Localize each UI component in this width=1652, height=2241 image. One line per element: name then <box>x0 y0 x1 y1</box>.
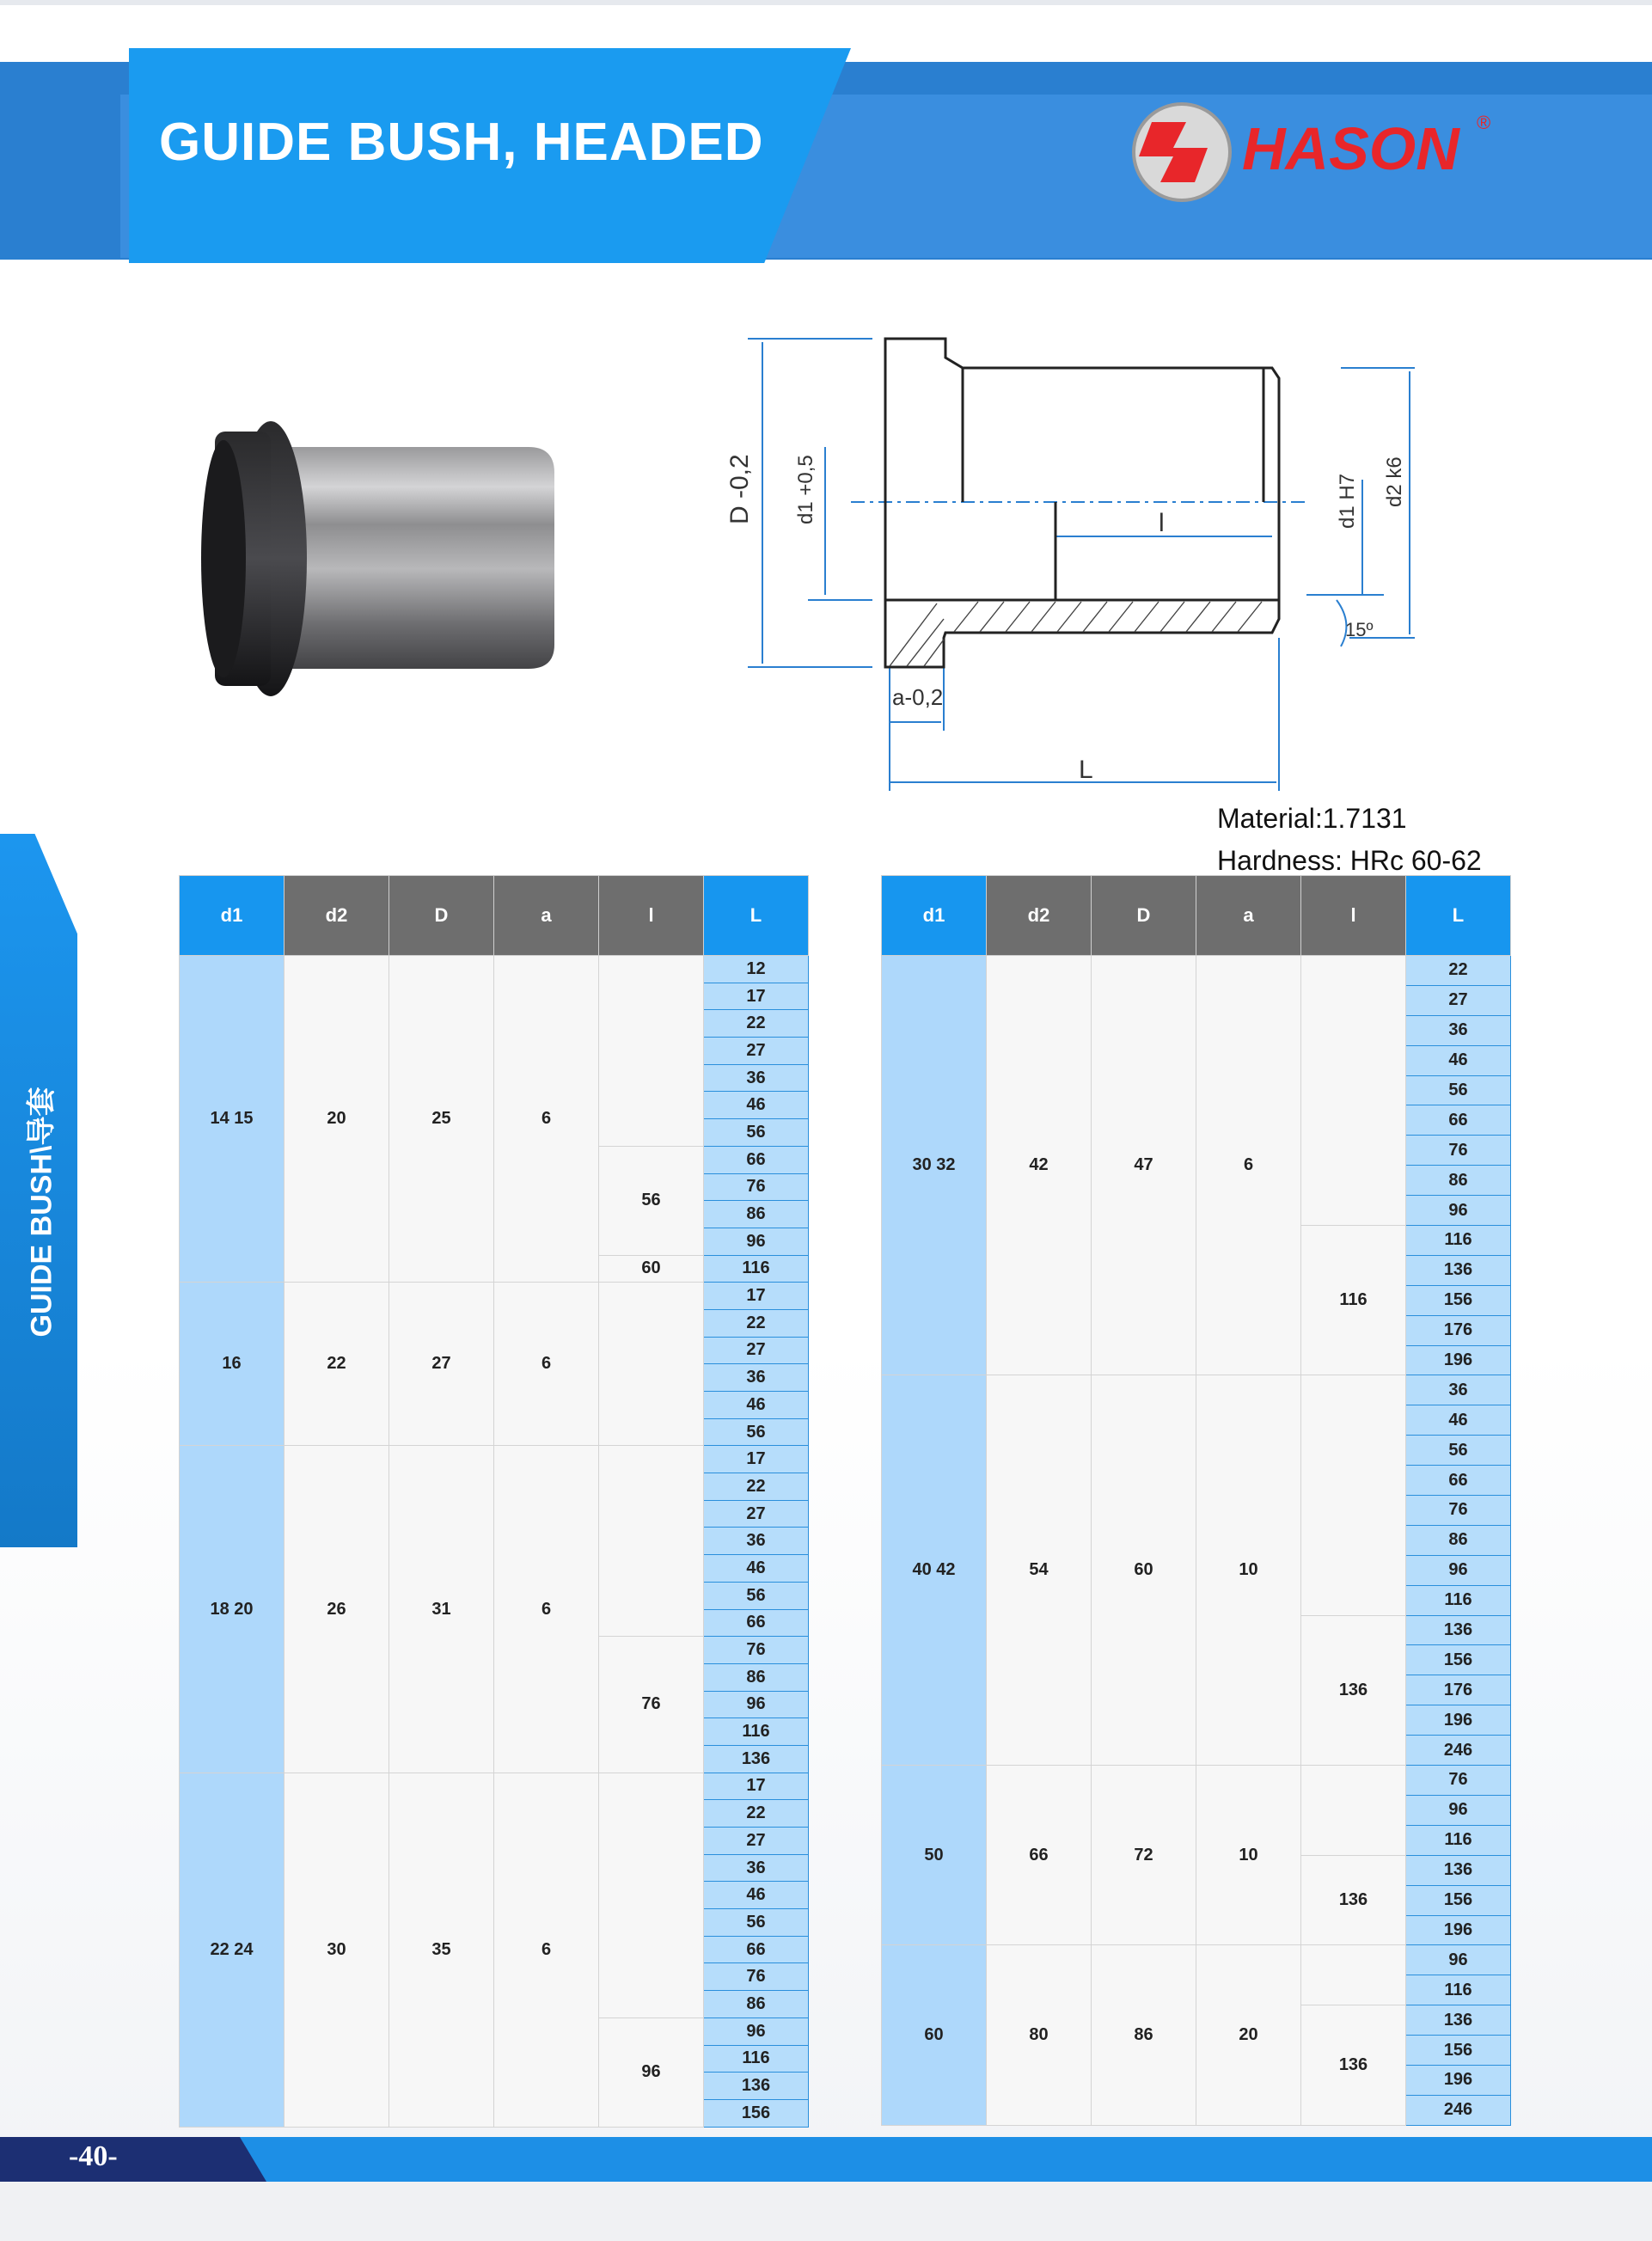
cell-d: 35 <box>389 1773 494 2127</box>
cell-d2: 30 <box>285 1773 389 2127</box>
cell-d1: 14 15 <box>180 956 285 1283</box>
cell-L: 196 <box>1406 2065 1511 2095</box>
column-header: d2 <box>987 876 1092 956</box>
table-row <box>882 1766 1511 1796</box>
cell-L: 86 <box>704 1201 809 1228</box>
cell-L: 86 <box>1406 1525 1511 1555</box>
cell-d: 47 <box>1092 956 1196 1375</box>
logo-brand-text: HASON <box>1242 115 1459 182</box>
cell-d1: 50 <box>882 1766 987 1945</box>
column-header: D <box>1092 876 1196 956</box>
cell-a: 10 <box>1196 1375 1301 1766</box>
cell-d2: 66 <box>987 1766 1092 1945</box>
cell-L: 66 <box>1406 1105 1511 1136</box>
cell-l <box>599 1773 704 2018</box>
cell-L: 196 <box>1406 1915 1511 1945</box>
cell-d2: 22 <box>285 1283 389 1446</box>
cell-L: 66 <box>704 1936 809 1963</box>
cell-d1: 18 20 <box>180 1446 285 1773</box>
page-number: -40- <box>69 2140 118 2172</box>
cell-L: 116 <box>1406 1226 1511 1256</box>
cell-L: 56 <box>704 1909 809 1937</box>
cell-L: 76 <box>704 1963 809 1991</box>
material-text: Material:1.7131 <box>1217 803 1407 834</box>
cell-d: 60 <box>1092 1375 1196 1766</box>
cell-L: 156 <box>1406 1645 1511 1675</box>
cell-d1: 16 <box>180 1283 285 1446</box>
bottom-margin <box>0 2182 1652 2241</box>
cell-L: 36 <box>704 1364 809 1392</box>
cell-L: 22 <box>704 1309 809 1337</box>
cell-l: 96 <box>599 2018 704 2127</box>
cell-L: 136 <box>704 1745 809 1773</box>
column-header: D <box>389 876 494 956</box>
cell-L: 36 <box>1406 1375 1511 1405</box>
cell-L: 36 <box>704 1064 809 1092</box>
cell-d: 86 <box>1092 1945 1196 2125</box>
cell-l <box>1301 1766 1406 1856</box>
cell-L: 17 <box>704 1773 809 1800</box>
cell-L: 86 <box>704 1663 809 1691</box>
cell-L: 36 <box>704 1528 809 1555</box>
cell-l: 136 <box>1301 2005 1406 2126</box>
cell-L: 56 <box>1406 1436 1511 1466</box>
cell-L: 27 <box>1406 985 1511 1015</box>
cell-a: 6 <box>494 1446 599 1773</box>
cell-L: 27 <box>704 1500 809 1528</box>
cell-a: 20 <box>1196 1945 1301 2125</box>
cell-L: 56 <box>704 1418 809 1446</box>
cell-L: 246 <box>1406 1736 1511 1766</box>
cell-l: 136 <box>1301 1615 1406 1765</box>
technical-drawing <box>722 327 1461 808</box>
cell-l <box>599 1446 704 1637</box>
table-row <box>882 1375 1511 1405</box>
bottom-bar-accent <box>0 2137 266 2182</box>
cell-L: 12 <box>704 956 809 983</box>
cell-L: 66 <box>704 1146 809 1173</box>
cell-L: 156 <box>1406 1885 1511 1915</box>
column-header: a <box>1196 876 1301 956</box>
column-header: d2 <box>285 876 389 956</box>
dim-d2-k6: d2 k6 <box>1383 456 1406 507</box>
cell-l: 56 <box>599 1146 704 1255</box>
cell-d2: 80 <box>987 1945 1092 2125</box>
spec-table <box>881 875 1511 2126</box>
cell-l: 116 <box>1301 1226 1406 1375</box>
spec-table-right <box>881 875 1511 2126</box>
cell-L: 17 <box>704 983 809 1010</box>
dim-a: a-0,2 <box>892 684 944 710</box>
cell-L: 22 <box>704 1010 809 1038</box>
cell-L: 27 <box>704 1038 809 1065</box>
cell-L: 76 <box>1406 1136 1511 1166</box>
cell-L: 36 <box>704 1854 809 1882</box>
cell-d: 72 <box>1092 1766 1196 1945</box>
side-label <box>0 1049 77 1375</box>
cell-L: 22 <box>704 1800 809 1828</box>
column-header: l <box>1301 876 1406 956</box>
cell-L: 46 <box>1406 1045 1511 1075</box>
cell-L: 46 <box>1406 1405 1511 1436</box>
column-header: d1 <box>882 876 987 956</box>
cell-L: 176 <box>1406 1675 1511 1705</box>
cell-L: 96 <box>1406 1196 1511 1226</box>
header-row <box>180 876 809 956</box>
cell-L: 116 <box>704 2045 809 2073</box>
cell-L: 136 <box>704 2073 809 2100</box>
cell-L: 46 <box>704 1092 809 1119</box>
cell-L: 116 <box>704 1255 809 1283</box>
column-header: L <box>704 876 809 956</box>
cell-L: 96 <box>704 1228 809 1255</box>
page-title: GUIDE BUSH, HEADED <box>159 113 764 172</box>
cell-L: 86 <box>1406 1166 1511 1196</box>
spec-table-left <box>179 875 809 2128</box>
cell-L: 66 <box>1406 1466 1511 1496</box>
cell-L: 76 <box>704 1173 809 1201</box>
cell-l <box>1301 956 1406 1226</box>
cell-L: 246 <box>1406 2095 1511 2125</box>
cell-L: 136 <box>1406 1615 1511 1645</box>
dim-d1-h7: d1 H7 <box>1336 473 1359 529</box>
cell-L: 96 <box>704 1691 809 1718</box>
table-row <box>180 1283 809 1310</box>
dim-l: l <box>1159 509 1165 537</box>
cell-L: 46 <box>704 1555 809 1583</box>
cell-L: 96 <box>704 2018 809 2045</box>
bush-bore <box>201 440 246 677</box>
dim-d1-tol: d1 +0,5 <box>794 455 817 524</box>
cell-d: 27 <box>389 1283 494 1446</box>
cell-L: 76 <box>704 1637 809 1664</box>
hardness-text: Hardness: HRc 60-62 <box>1217 845 1482 876</box>
table-row <box>882 956 1511 986</box>
cell-L: 17 <box>704 1446 809 1473</box>
top-frame <box>0 0 1652 5</box>
cell-L: 27 <box>704 1337 809 1364</box>
cell-L: 66 <box>704 1609 809 1637</box>
cell-L: 196 <box>1406 1345 1511 1375</box>
cell-L: 116 <box>1406 1975 1511 2005</box>
cell-a: 6 <box>494 956 599 1283</box>
cell-l: 76 <box>599 1637 704 1773</box>
column-header: L <box>1406 876 1511 956</box>
column-header: a <box>494 876 599 956</box>
cell-a: 6 <box>494 1773 599 2127</box>
cell-L: 176 <box>1406 1315 1511 1345</box>
cell-l: 60 <box>599 1255 704 1283</box>
cell-L: 136 <box>1406 1255 1511 1285</box>
cell-d1: 22 24 <box>180 1773 285 2127</box>
cell-L: 56 <box>704 1582 809 1609</box>
cell-d2: 42 <box>987 956 1092 1375</box>
header-row <box>882 876 1511 956</box>
cell-d1: 30 32 <box>882 956 987 1375</box>
cell-d1: 40 42 <box>882 1375 987 1766</box>
cell-L: 36 <box>1406 1015 1511 1045</box>
cell-L: 96 <box>1406 1945 1511 1975</box>
dim-D: D -0,2 <box>725 454 754 524</box>
cell-L: 96 <box>1406 1555 1511 1585</box>
cell-d: 31 <box>389 1446 494 1773</box>
cell-L: 156 <box>704 2099 809 2127</box>
hason-logo <box>1126 96 1504 208</box>
side-label-text: GUIDE BUSH\导套 <box>25 1087 58 1338</box>
cell-L: 56 <box>704 1119 809 1147</box>
cell-l <box>1301 1375 1406 1615</box>
cell-L: 76 <box>1406 1496 1511 1526</box>
cell-L: 116 <box>704 1718 809 1746</box>
cell-L: 136 <box>1406 2005 1511 2036</box>
cell-L: 116 <box>1406 1825 1511 1855</box>
cell-L: 136 <box>1406 1855 1511 1885</box>
spec-table <box>179 875 809 2128</box>
cell-L: 156 <box>1406 1285 1511 1315</box>
cell-L: 17 <box>704 1283 809 1310</box>
cell-d2: 26 <box>285 1446 389 1773</box>
cell-L: 46 <box>704 1392 809 1419</box>
dim-angle: 15º <box>1345 619 1374 640</box>
product-photo <box>189 413 576 696</box>
cell-l <box>599 1283 704 1446</box>
table-row <box>180 1773 809 1800</box>
cell-d: 25 <box>389 956 494 1283</box>
cell-L: 56 <box>1406 1075 1511 1105</box>
cell-L: 76 <box>1406 1766 1511 1796</box>
cell-L: 46 <box>704 1882 809 1909</box>
cell-L: 22 <box>1406 956 1511 986</box>
table-row <box>882 1945 1511 1975</box>
cell-L: 156 <box>1406 2036 1511 2066</box>
cell-L: 86 <box>704 1991 809 2018</box>
cell-L: 27 <box>704 1828 809 1855</box>
table-row <box>180 1446 809 1473</box>
cell-a: 6 <box>494 1283 599 1446</box>
column-header: d1 <box>180 876 285 956</box>
cell-d2: 20 <box>285 956 389 1283</box>
cell-a: 10 <box>1196 1766 1301 1945</box>
cell-l <box>599 956 704 1147</box>
cell-L: 116 <box>1406 1585 1511 1615</box>
cell-L: 96 <box>1406 1795 1511 1825</box>
cell-d2: 54 <box>987 1375 1092 1766</box>
registered-mark: ® <box>1477 112 1491 133</box>
cell-L: 196 <box>1406 1705 1511 1736</box>
cell-L: 22 <box>704 1473 809 1501</box>
cell-l: 136 <box>1301 1855 1406 1945</box>
cell-d1: 60 <box>882 1945 987 2125</box>
dim-L: L <box>1079 756 1093 784</box>
column-header: l <box>599 876 704 956</box>
cell-l <box>1301 1945 1406 2005</box>
cell-a: 6 <box>1196 956 1301 1375</box>
table-row <box>180 956 809 983</box>
